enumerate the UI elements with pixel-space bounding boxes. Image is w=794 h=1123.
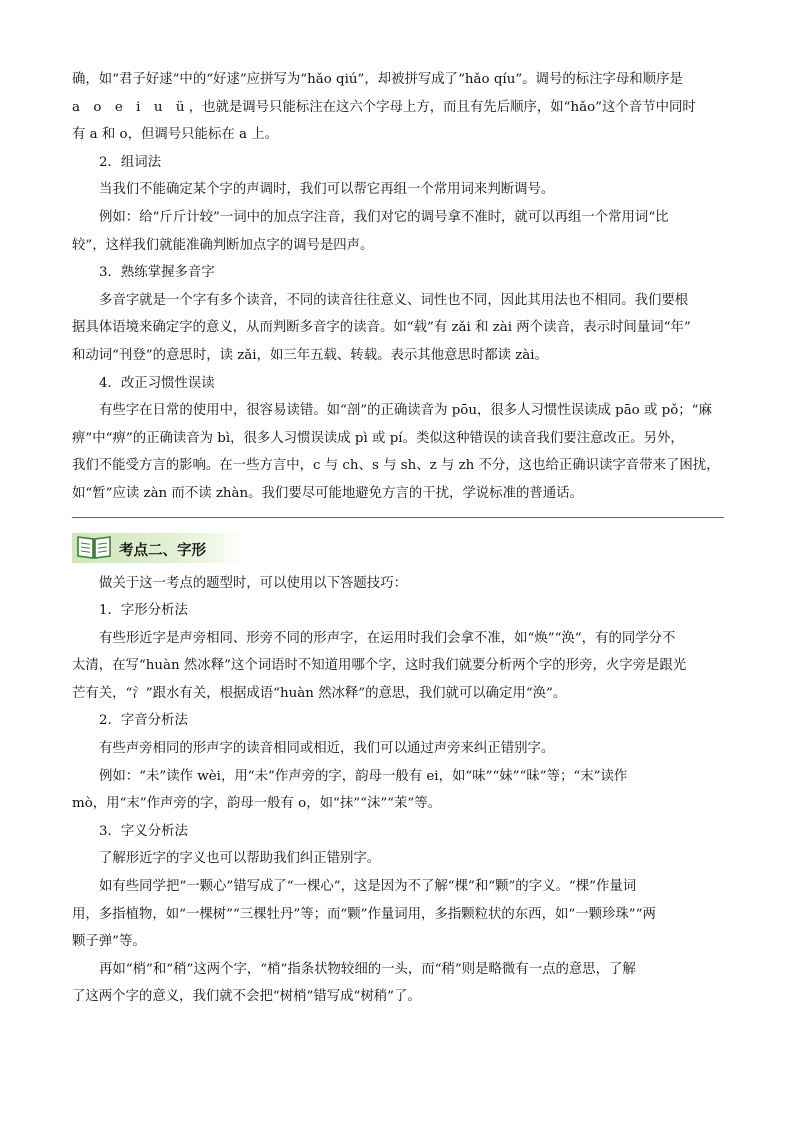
text-line: 了解形近字的字义也可以帮助我们纠正错别字。 xyxy=(99,851,381,867)
section-divider xyxy=(72,517,724,518)
text-line: 例如：给“斤斤计较”一词中的加点字注音，我们对它的调号拿不准时，就可以再组一个常用词“比 xyxy=(99,209,669,225)
text-line: 再如“梢”和“稍”这两个字，“梢”指条状物较细的一头，而“稍”则是略微有一点的意思，了解 xyxy=(99,961,636,977)
section-glyph-tips xyxy=(72,570,724,1012)
text-line: 有 a 和 o，但调号只能标在 a 上。 xyxy=(72,127,278,143)
subheading: 4．改正习惯性误读 xyxy=(99,375,215,391)
text-line: 多音字就是一个字有多个读音，不同的读音往往意义、词性也不同，因此其用法也不相同。我们要根 xyxy=(99,292,689,308)
subheading: 1．字形分析法 xyxy=(99,603,188,619)
text-line: 如“暂”应读 zàn 而不读 zhàn。我们要尽可能地避免方言的干扰，学说标准的普通话。 xyxy=(72,485,583,501)
text-line: 太清，在写“huàn 然冰释”这个词语时不知道用哪个字，这时我们就要分析两个字的形旁，火字旁是跟光 xyxy=(72,658,687,674)
text-line: 了这两个字的意义，我们就不会把“树梢”错写成“树稍”了。 xyxy=(72,989,421,1005)
subheading: 3．熟练掌握多音字 xyxy=(99,265,215,281)
text-line: 和动词“刊登”的意思时，读 zǎi，如三年五载、转载。表示其他意思时都读 zài。 xyxy=(72,347,548,363)
section-banner xyxy=(72,528,724,566)
section-pronunciation-tips xyxy=(72,149,724,508)
subheading: 2．字音分析法 xyxy=(99,713,188,729)
text-line: 用，多指植物，如“一棵树”“三棵牡丹”等；而“颗”作量词用，多指颗粒状的东西，如“一颗珍珠”“两 xyxy=(72,906,656,922)
text-line: 芒有关，“氵”跟水有关，根据成语“huàn 然冰释”的意思，我们就可以确定用“涣”。 xyxy=(72,685,567,701)
text-line: 如有些同学把“一颗心”错写成了“一棵心”，这是因为不了解“棵”和“颗”的字义。“棵”作量词 xyxy=(99,879,637,895)
text-line: 颗子弹”等。 xyxy=(72,934,146,950)
text-line: 做关于这一考点的题型时，可以使用以下答题技巧： xyxy=(99,575,407,591)
text-line: 有些声旁相同的形声字的读音相同或相近，我们可以通过声旁来纠正错别字。 xyxy=(99,741,555,757)
subheading: 3．字义分析法 xyxy=(99,823,188,839)
text-line: 痹”中“痹”的正确读音为 bì，很多人习惯误读成 pì 或 pí。类似这种错误的读音我们要注意改正。另外， xyxy=(72,430,684,446)
text-line: 我们不能受方言的影响。在一些方言中，c 与 ch、s 与 sh、z 与 zh 不分，这也给正确识读字音带来了困扰， xyxy=(72,458,720,474)
text-line: 据具体语境来确定字的意义，从而判断多音字的读音。如“载”有 zǎi 和 zài 两个读音，表示时间量词“年” xyxy=(72,320,691,336)
text-line: 例如：“未”读作 wèi，用“未”作声旁的字，韵母一般有 ei，如“味”“妹”“昧”等；“末”读作 xyxy=(99,768,628,784)
subheading: 2．组词法 xyxy=(99,154,162,170)
open-book-icon xyxy=(76,530,112,562)
text-line: 当我们不能确定某个字的声调时，我们可以帮它再组一个常用词来判断调号。 xyxy=(99,182,555,198)
text-line: 有些字在日常的使用中，很容易读错。如“剖”的正确读音为 pōu，很多人习惯性误读成 pāo 或 pǒ；“麻 xyxy=(99,403,712,419)
text-line: 确，如“君子好逑”中的“好逑”应拼写为“hǎo qiú”，却被拼写成了“hǎo qíu”。调号的标注字母和顺序是 xyxy=(72,72,683,87)
text-line: a o e i u ü ，也就是调号只能标注在这六个字母上方，而且有先后顺序，如“hǎo”这个音节中同时 xyxy=(72,99,696,115)
section-title: 考点二、字形 xyxy=(119,542,206,559)
text-line: 较”，这样我们就能准确判断加点字的调号是四声。 xyxy=(72,237,374,253)
text-line: mò，用“末”作声旁的字，韵母一般有 o，如“抹”“沫”“茉”等。 xyxy=(72,796,442,812)
text-line: 有些形近字是声旁相同、形旁不同的形声字，在运用时我们会拿不准，如“焕”“涣”，有的同学分不 xyxy=(99,630,676,646)
document-page xyxy=(72,66,724,1011)
intro-block xyxy=(72,66,724,149)
